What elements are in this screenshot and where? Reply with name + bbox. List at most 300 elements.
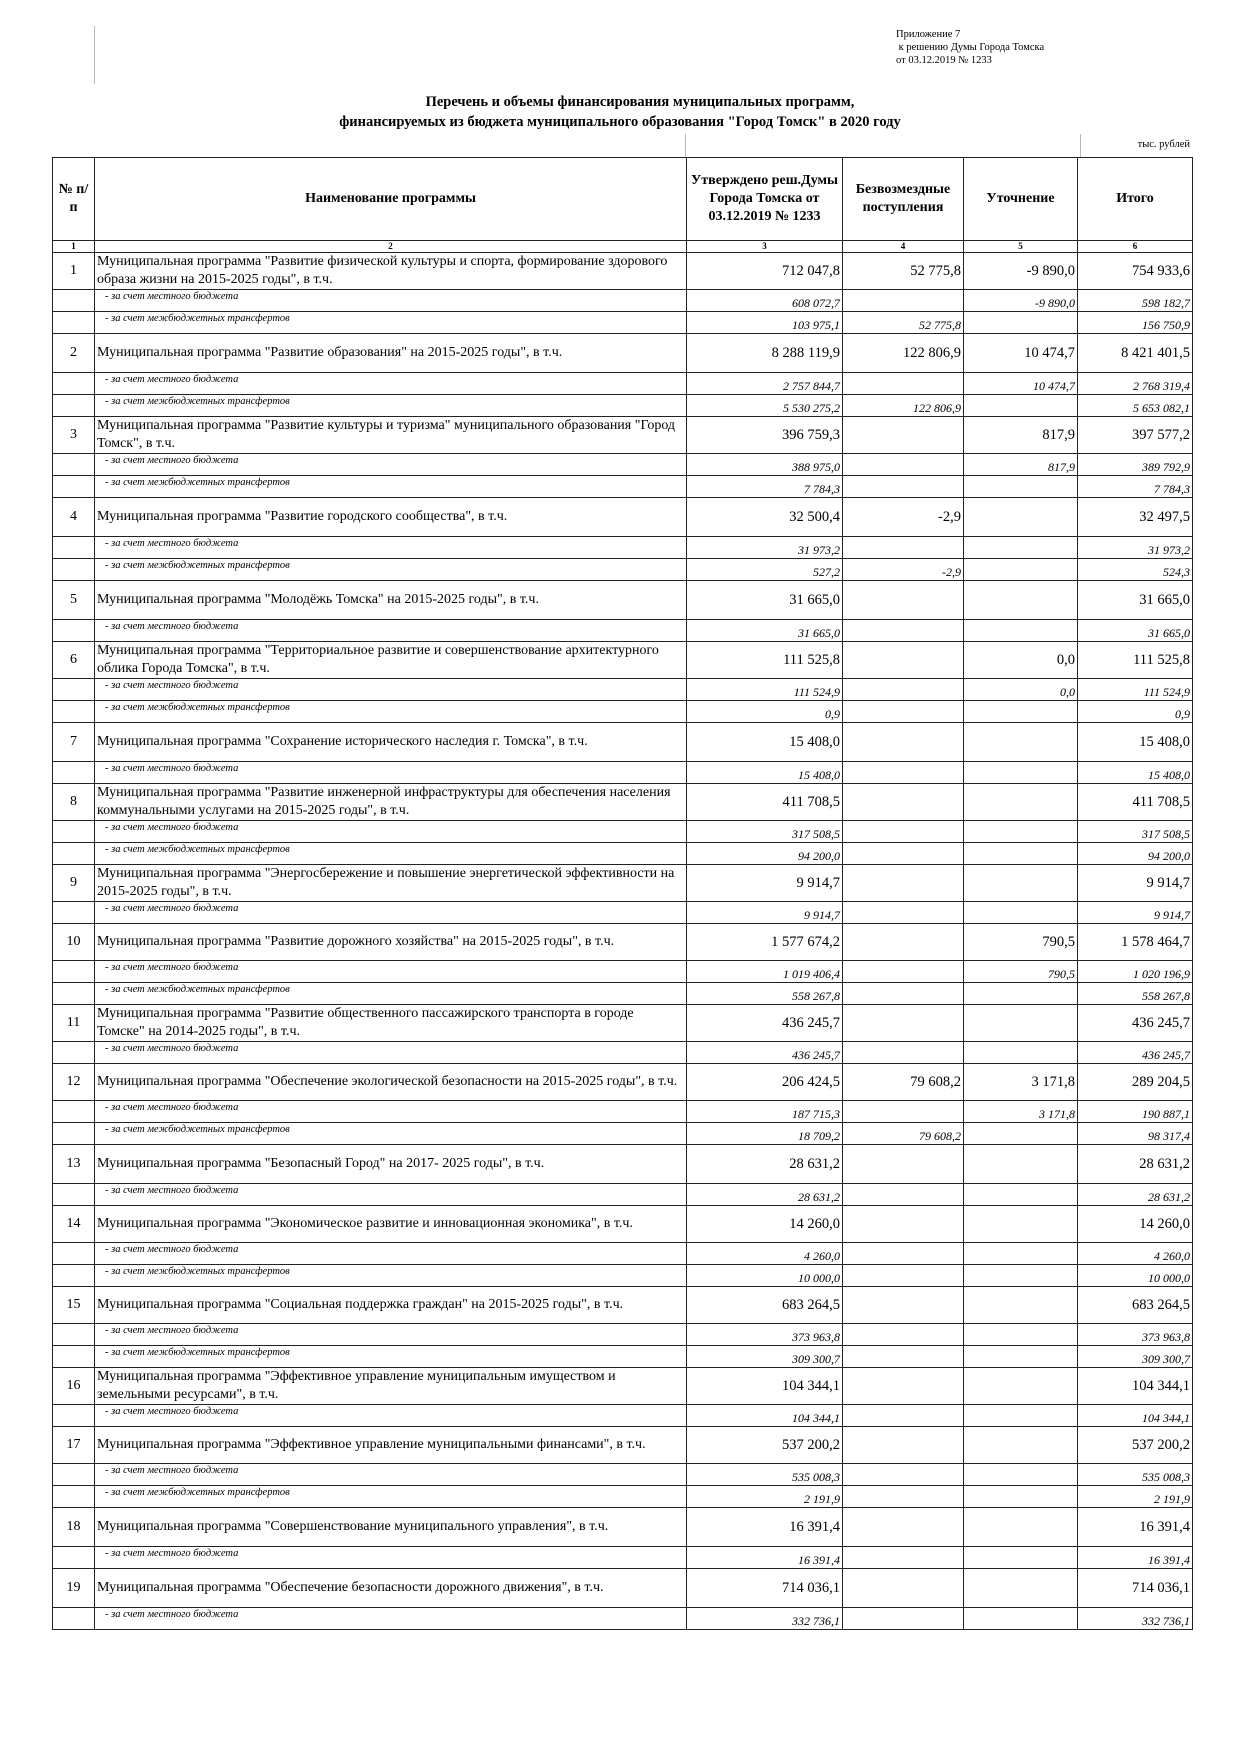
- title-line-2: финансируемых из бюджета муниципального образования "Город Томск" в 2020 году: [339, 114, 901, 130]
- funding-source-row: [53, 395, 1193, 417]
- funding-source-row: [53, 1101, 1193, 1123]
- funding-source-label: - за счет местного бюджета: [95, 1405, 687, 1427]
- program-number: 7: [53, 723, 95, 762]
- approved-value: 683 264,5: [687, 1287, 843, 1324]
- grants-value: [843, 843, 964, 865]
- total-value: 4 260,0: [1078, 1243, 1193, 1265]
- grants-value: [843, 679, 964, 701]
- approved-value: 411 708,5: [687, 784, 843, 821]
- adjust-value: [964, 1427, 1078, 1464]
- empty-cell: [53, 1608, 95, 1630]
- grants-value: [843, 476, 964, 498]
- approved-value: 31 665,0: [687, 620, 843, 642]
- program-row: [53, 1287, 1193, 1324]
- col-number: 4: [843, 241, 964, 253]
- grants-value: [843, 1324, 964, 1346]
- approved-value: 712 047,8: [687, 253, 843, 290]
- program-row: [53, 1427, 1193, 1464]
- approved-value: 31 665,0: [687, 581, 843, 620]
- empty-cell: [53, 559, 95, 581]
- adjust-value: 817,9: [964, 454, 1078, 476]
- header-total: Итого: [1078, 158, 1193, 241]
- program-name: Муниципальная программа "Молодёжь Томска" на 2015-2025 годы", в т.ч.: [95, 581, 687, 620]
- empty-cell: [53, 983, 95, 1005]
- grants-value: [843, 581, 964, 620]
- empty-cell: [53, 290, 95, 312]
- grants-value: [843, 1464, 964, 1486]
- funding-source-label: - за счет местного бюджета: [95, 679, 687, 701]
- header-adjust: Уточнение: [964, 158, 1078, 241]
- empty-cell: [53, 312, 95, 334]
- adjust-value: [964, 843, 1078, 865]
- funding-source-label: - за счет местного бюджета: [95, 902, 687, 924]
- program-number: 10: [53, 924, 95, 961]
- empty-cell: [53, 701, 95, 723]
- program-row: [53, 865, 1193, 902]
- program-number: 19: [53, 1569, 95, 1608]
- grants-value: [843, 983, 964, 1005]
- total-value: 0,9: [1078, 701, 1193, 723]
- approved-value: 332 736,1: [687, 1608, 843, 1630]
- program-number: 9: [53, 865, 95, 902]
- col-number: 3: [687, 241, 843, 253]
- grants-value: [843, 1287, 964, 1324]
- program-number: 18: [53, 1508, 95, 1547]
- program-row: [53, 1206, 1193, 1243]
- total-value: 28 631,2: [1078, 1145, 1193, 1184]
- funding-source-label: - за счет межбюджетных трансфертов: [95, 1265, 687, 1287]
- total-value: 5 653 082,1: [1078, 395, 1193, 417]
- funding-source-row: [53, 1547, 1193, 1569]
- program-number: 13: [53, 1145, 95, 1184]
- adjust-value: [964, 1608, 1078, 1630]
- approved-value: 16 391,4: [687, 1508, 843, 1547]
- grants-value: [843, 865, 964, 902]
- approved-value: 15 408,0: [687, 723, 843, 762]
- funding-source-label: - за счет местного бюджета: [95, 1101, 687, 1123]
- empty-cell: [53, 1101, 95, 1123]
- empty-cell: [53, 1042, 95, 1064]
- adjust-value: [964, 1368, 1078, 1405]
- financing-table: [52, 157, 1193, 1630]
- program-number: 3: [53, 417, 95, 454]
- program-row: [53, 498, 1193, 537]
- total-value: 558 267,8: [1078, 983, 1193, 1005]
- approved-value: 537 200,2: [687, 1427, 843, 1464]
- grants-value: [843, 290, 964, 312]
- grants-value: [843, 924, 964, 961]
- grants-value: [843, 902, 964, 924]
- funding-source-label: - за счет местного бюджета: [95, 1243, 687, 1265]
- approved-value: 28 631,2: [687, 1145, 843, 1184]
- program-name: Муниципальная программа "Обеспечение безопасности дорожного движения", в т.ч.: [95, 1569, 687, 1608]
- funding-source-row: [53, 1486, 1193, 1508]
- funding-source-row: [53, 373, 1193, 395]
- funding-source-row: [53, 983, 1193, 1005]
- grants-value: [843, 1184, 964, 1206]
- program-number: 4: [53, 498, 95, 537]
- grants-value: [843, 454, 964, 476]
- grants-value: [843, 1101, 964, 1123]
- program-name: Муниципальная программа "Обеспечение экологической безопасности на 2015-2025 годы", в т.ч.: [95, 1064, 687, 1101]
- program-name: Муниципальная программа "Сохранение исторического наследия г. Томска", в т.ч.: [95, 723, 687, 762]
- total-value: 1 578 464,7: [1078, 924, 1193, 961]
- program-row: [53, 1569, 1193, 1608]
- approved-value: 111 524,9: [687, 679, 843, 701]
- grants-value: [843, 1547, 964, 1569]
- appendix-line-2: к решению Думы Города Томска: [896, 42, 1045, 53]
- approved-value: 15 408,0: [687, 762, 843, 784]
- total-value: 389 792,9: [1078, 454, 1193, 476]
- approved-value: 104 344,1: [687, 1405, 843, 1427]
- funding-source-label: - за счет местного бюджета: [95, 373, 687, 395]
- adjust-value: -9 890,0: [964, 290, 1078, 312]
- approved-value: 94 200,0: [687, 843, 843, 865]
- funding-source-label: - за счет местного бюджета: [95, 1547, 687, 1569]
- program-row: [53, 334, 1193, 373]
- total-value: 2 768 319,4: [1078, 373, 1193, 395]
- program-number: 12: [53, 1064, 95, 1101]
- grants-value: [843, 1042, 964, 1064]
- funding-source-label: - за счет межбюджетных трансфертов: [95, 1346, 687, 1368]
- adjust-value: [964, 1243, 1078, 1265]
- table-body: [53, 253, 1193, 1630]
- total-value: 9 914,7: [1078, 865, 1193, 902]
- adjust-value: [964, 821, 1078, 843]
- adjust-value: 3 171,8: [964, 1064, 1078, 1101]
- col-number: 2: [95, 241, 687, 253]
- funding-source-row: [53, 290, 1193, 312]
- header-name: Наименование программы: [95, 158, 687, 241]
- approved-value: 28 631,2: [687, 1184, 843, 1206]
- funding-source-row: [53, 1405, 1193, 1427]
- total-value: 31 665,0: [1078, 620, 1193, 642]
- funding-source-row: [53, 312, 1193, 334]
- approved-value: 0,9: [687, 701, 843, 723]
- program-row: [53, 1064, 1193, 1101]
- approved-value: 31 973,2: [687, 537, 843, 559]
- adjust-value: [964, 1346, 1078, 1368]
- funding-source-row: [53, 559, 1193, 581]
- col-number: 6: [1078, 241, 1193, 253]
- adjust-value: [964, 1508, 1078, 1547]
- empty-cell: [53, 454, 95, 476]
- approved-value: 2 191,9: [687, 1486, 843, 1508]
- grants-value: 79 608,2: [843, 1123, 964, 1145]
- approved-value: 436 245,7: [687, 1042, 843, 1064]
- adjust-value: [964, 1569, 1078, 1608]
- total-value: 16 391,4: [1078, 1508, 1193, 1547]
- adjust-value: [964, 498, 1078, 537]
- adjust-value: [964, 701, 1078, 723]
- total-value: 683 264,5: [1078, 1287, 1193, 1324]
- funding-source-label: - за счет местного бюджета: [95, 1324, 687, 1346]
- program-name: Муниципальная программа "Экономическое развитие и инновационная экономика", в т.ч.: [95, 1206, 687, 1243]
- grants-value: 79 608,2: [843, 1064, 964, 1101]
- total-value: 104 344,1: [1078, 1405, 1193, 1427]
- total-value: 289 204,5: [1078, 1064, 1193, 1101]
- approved-value: 16 391,4: [687, 1547, 843, 1569]
- total-value: 9 914,7: [1078, 902, 1193, 924]
- funding-source-label: - за счет межбюджетных трансфертов: [95, 1123, 687, 1145]
- program-row: [53, 1368, 1193, 1405]
- adjust-value: [964, 476, 1078, 498]
- approved-value: 714 036,1: [687, 1569, 843, 1608]
- margin-line: [94, 26, 95, 84]
- grants-value: [843, 1005, 964, 1042]
- funding-source-label: - за счет межбюджетных трансфертов: [95, 983, 687, 1005]
- program-name: Муниципальная программа "Развитие культуры и туризма" муниципального образования "Город Томск", в т.ч.: [95, 417, 687, 454]
- funding-source-row: [53, 843, 1193, 865]
- program-row: [53, 784, 1193, 821]
- total-value: 317 508,5: [1078, 821, 1193, 843]
- total-value: 156 750,9: [1078, 312, 1193, 334]
- adjust-value: [964, 1145, 1078, 1184]
- grants-value: -2,9: [843, 498, 964, 537]
- program-name: Муниципальная программа "Развитие общественного пассажирского транспорта в городе Томске" на 2014-2025 годы", в т.ч.: [95, 1005, 687, 1042]
- empty-cell: [53, 1464, 95, 1486]
- program-name: Муниципальная программа "Совершенствование муниципального управления", в т.ч.: [95, 1508, 687, 1547]
- program-row: [53, 1005, 1193, 1042]
- grants-value: [843, 417, 964, 454]
- grants-value: [843, 1346, 964, 1368]
- adjust-value: [964, 762, 1078, 784]
- funding-source-row: [53, 821, 1193, 843]
- grants-value: [843, 784, 964, 821]
- program-row: [53, 581, 1193, 620]
- funding-source-label: - за счет межбюджетных трансфертов: [95, 559, 687, 581]
- funding-source-row: [53, 1243, 1193, 1265]
- total-value: 190 887,1: [1078, 1101, 1193, 1123]
- approved-value: 608 072,7: [687, 290, 843, 312]
- column-number-row: [53, 241, 1193, 253]
- grants-value: -2,9: [843, 559, 964, 581]
- funding-source-label: - за счет местного бюджета: [95, 620, 687, 642]
- program-row: [53, 1145, 1193, 1184]
- title-line-1: Перечень и объемы финансирования муниципальных программ,: [425, 94, 855, 110]
- empty-cell: [53, 1123, 95, 1145]
- adjust-value: [964, 983, 1078, 1005]
- table-header-row: [53, 158, 1193, 241]
- empty-cell: [53, 1265, 95, 1287]
- col-number: 5: [964, 241, 1078, 253]
- total-value: 7 784,3: [1078, 476, 1193, 498]
- total-value: 1 020 196,9: [1078, 961, 1193, 983]
- funding-source-row: [53, 454, 1193, 476]
- program-name: Муниципальная программа "Развитие городского сообщества", в т.ч.: [95, 498, 687, 537]
- adjust-value: 0,0: [964, 642, 1078, 679]
- total-value: 10 000,0: [1078, 1265, 1193, 1287]
- funding-source-row: [53, 476, 1193, 498]
- empty-cell: [53, 1243, 95, 1265]
- program-row: [53, 1508, 1193, 1547]
- approved-value: 111 525,8: [687, 642, 843, 679]
- funding-source-row: [53, 537, 1193, 559]
- grid-line: [685, 134, 686, 158]
- total-value: 754 933,6: [1078, 253, 1193, 290]
- program-name: Муниципальная программа "Развитие физической культуры и спорта, формирование здорового образа жизни на 2015-2025 годы", в т.ч.: [95, 253, 687, 290]
- approved-value: 558 267,8: [687, 983, 843, 1005]
- total-value: 436 245,7: [1078, 1042, 1193, 1064]
- funding-source-label: - за счет местного бюджета: [95, 1042, 687, 1064]
- grants-value: [843, 701, 964, 723]
- empty-cell: [53, 961, 95, 983]
- adjust-value: [964, 1005, 1078, 1042]
- total-value: 28 631,2: [1078, 1184, 1193, 1206]
- empty-cell: [53, 762, 95, 784]
- approved-value: 206 424,5: [687, 1064, 843, 1101]
- approved-value: 9 914,7: [687, 865, 843, 902]
- approved-value: 373 963,8: [687, 1324, 843, 1346]
- funding-source-row: [53, 961, 1193, 983]
- approved-value: 388 975,0: [687, 454, 843, 476]
- funding-source-label: - за счет местного бюджета: [95, 290, 687, 312]
- empty-cell: [53, 476, 95, 498]
- approved-value: 14 260,0: [687, 1206, 843, 1243]
- adjust-value: [964, 902, 1078, 924]
- approved-value: 104 344,1: [687, 1368, 843, 1405]
- grants-value: 52 775,8: [843, 253, 964, 290]
- approved-value: 2 757 844,7: [687, 373, 843, 395]
- adjust-value: [964, 1324, 1078, 1346]
- adjust-value: [964, 1486, 1078, 1508]
- adjust-value: [964, 1042, 1078, 1064]
- header-grants: Безвозмездные поступления: [843, 158, 964, 241]
- grants-value: [843, 1145, 964, 1184]
- adjust-value: [964, 620, 1078, 642]
- total-value: 98 317,4: [1078, 1123, 1193, 1145]
- funding-source-label: - за счет межбюджетных трансфертов: [95, 476, 687, 498]
- approved-value: 4 260,0: [687, 1243, 843, 1265]
- approved-value: 527,2: [687, 559, 843, 581]
- adjust-value: -9 890,0: [964, 253, 1078, 290]
- funding-source-label: - за счет местного бюджета: [95, 454, 687, 476]
- adjust-value: 790,5: [964, 924, 1078, 961]
- adjust-value: [964, 784, 1078, 821]
- empty-cell: [53, 373, 95, 395]
- funding-source-label: - за счет местного бюджета: [95, 537, 687, 559]
- approved-value: 1 019 406,4: [687, 961, 843, 983]
- empty-cell: [53, 1346, 95, 1368]
- grants-value: 122 806,9: [843, 395, 964, 417]
- program-name: Муниципальная программа "Развитие дорожного хозяйства" на 2015-2025 годы", в т.ч.: [95, 924, 687, 961]
- funding-source-row: [53, 902, 1193, 924]
- adjust-value: [964, 723, 1078, 762]
- funding-source-label: - за счет местного бюджета: [95, 1608, 687, 1630]
- grants-value: [843, 961, 964, 983]
- total-value: 2 191,9: [1078, 1486, 1193, 1508]
- adjust-value: [964, 1184, 1078, 1206]
- empty-cell: [53, 537, 95, 559]
- program-number: 15: [53, 1287, 95, 1324]
- approved-value: 103 975,1: [687, 312, 843, 334]
- adjust-value: [964, 865, 1078, 902]
- document-title: [0, 92, 1240, 132]
- program-row: [53, 253, 1193, 290]
- total-value: 598 182,7: [1078, 290, 1193, 312]
- approved-value: 8 288 119,9: [687, 334, 843, 373]
- empty-cell: [53, 620, 95, 642]
- adjust-value: [964, 1464, 1078, 1486]
- grants-value: [843, 373, 964, 395]
- adjust-value: [964, 1405, 1078, 1427]
- approved-value: 535 008,3: [687, 1464, 843, 1486]
- appendix-note: [896, 28, 1044, 67]
- empty-cell: [53, 902, 95, 924]
- grants-value: 122 806,9: [843, 334, 964, 373]
- approved-value: 1 577 674,2: [687, 924, 843, 961]
- total-value: 104 344,1: [1078, 1368, 1193, 1405]
- program-name: Муниципальная программа "Эффективное управление муниципальным имуществом и земельными ресурсами", в т.ч.: [95, 1368, 687, 1405]
- adjust-value: [964, 395, 1078, 417]
- adjust-value: 817,9: [964, 417, 1078, 454]
- grants-value: [843, 1508, 964, 1547]
- grants-value: [843, 620, 964, 642]
- funding-source-label: - за счет местного бюджета: [95, 1184, 687, 1206]
- approved-value: 309 300,7: [687, 1346, 843, 1368]
- program-row: [53, 642, 1193, 679]
- total-value: 32 497,5: [1078, 498, 1193, 537]
- program-name: Муниципальная программа "Эффективное управление муниципальными финансами", в т.ч.: [95, 1427, 687, 1464]
- program-name: Муниципальная программа "Безопасный Город" на 2017- 2025 годы", в т.ч.: [95, 1145, 687, 1184]
- approved-value: 396 759,3: [687, 417, 843, 454]
- units-label: тыс. рублей: [1137, 139, 1190, 150]
- funding-source-row: [53, 762, 1193, 784]
- total-value: 373 963,8: [1078, 1324, 1193, 1346]
- total-value: 397 577,2: [1078, 417, 1193, 454]
- approved-value: 10 000,0: [687, 1265, 843, 1287]
- total-value: 31 973,2: [1078, 537, 1193, 559]
- grants-value: [843, 1265, 964, 1287]
- program-name: Муниципальная программа "Развитие образования" на 2015-2025 годы", в т.ч.: [95, 334, 687, 373]
- grants-value: [843, 1486, 964, 1508]
- funding-source-row: [53, 1464, 1193, 1486]
- grants-value: [843, 762, 964, 784]
- program-number: 6: [53, 642, 95, 679]
- adjust-value: [964, 1265, 1078, 1287]
- grants-value: [843, 1405, 964, 1427]
- funding-source-label: - за счет местного бюджета: [95, 1464, 687, 1486]
- program-row: [53, 723, 1193, 762]
- header-approved: Утверждено реш.Думы Города Томска от 03.12.2019 № 1233: [687, 158, 843, 241]
- empty-cell: [53, 679, 95, 701]
- adjust-value: [964, 1206, 1078, 1243]
- total-value: 535 008,3: [1078, 1464, 1193, 1486]
- total-value: 524,3: [1078, 559, 1193, 581]
- approved-value: 18 709,2: [687, 1123, 843, 1145]
- funding-source-row: [53, 1608, 1193, 1630]
- header-num: № п/п: [53, 158, 95, 241]
- program-name: Муниципальная программа "Энергосбережение и повышение энергетической эффективности на 2015-2025 годы", в т.ч.: [95, 865, 687, 902]
- approved-value: 32 500,4: [687, 498, 843, 537]
- funding-source-label: - за счет местного бюджета: [95, 821, 687, 843]
- funding-source-row: [53, 679, 1193, 701]
- funding-source-row: [53, 620, 1193, 642]
- grants-value: [843, 723, 964, 762]
- total-value: 16 391,4: [1078, 1547, 1193, 1569]
- total-value: 436 245,7: [1078, 1005, 1193, 1042]
- empty-cell: [53, 843, 95, 865]
- funding-source-row: [53, 1324, 1193, 1346]
- program-number: 17: [53, 1427, 95, 1464]
- grants-value: [843, 1368, 964, 1405]
- grants-value: [843, 1569, 964, 1608]
- adjust-value: [964, 559, 1078, 581]
- total-value: 31 665,0: [1078, 581, 1193, 620]
- total-value: 94 200,0: [1078, 843, 1193, 865]
- total-value: 309 300,7: [1078, 1346, 1193, 1368]
- funding-source-label: - за счет местного бюджета: [95, 961, 687, 983]
